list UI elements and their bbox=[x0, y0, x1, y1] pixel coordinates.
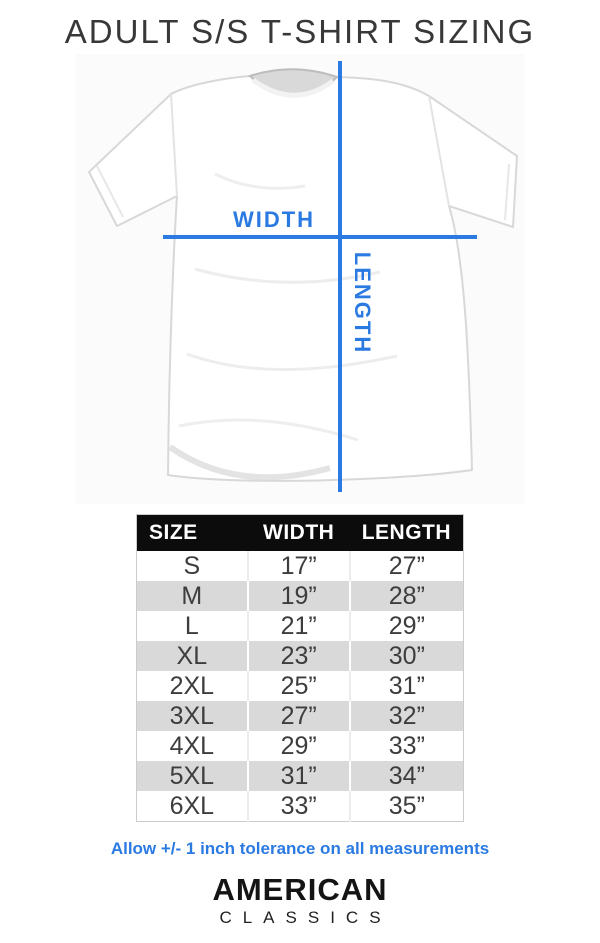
width-measure-line bbox=[163, 235, 477, 239]
length-cell: 32” bbox=[350, 701, 464, 731]
size-cell: L bbox=[184, 611, 199, 640]
width-cell: 19” bbox=[248, 581, 350, 611]
table-row bbox=[137, 611, 464, 641]
size-table bbox=[136, 514, 464, 822]
table-row bbox=[137, 731, 464, 761]
table-row bbox=[137, 791, 464, 822]
table-row bbox=[137, 671, 464, 701]
length-cell: 29” bbox=[350, 611, 464, 641]
size-cell: 4XL bbox=[169, 731, 215, 760]
length-cell: 28” bbox=[350, 581, 464, 611]
length-cell: 30” bbox=[350, 641, 464, 671]
header-cell-length: LENGTH bbox=[350, 515, 464, 552]
size-cell: 2XL bbox=[169, 671, 215, 700]
brand-name-american: AMERICAN bbox=[212, 872, 388, 907]
width-cell: 17” bbox=[248, 551, 350, 581]
size-table-header bbox=[137, 515, 464, 552]
page-title: ADULT S/S T-SHIRT SIZING bbox=[64, 13, 536, 50]
brand-name-classics: CLASSICS bbox=[219, 907, 392, 927]
size-table-body bbox=[137, 551, 464, 822]
brand-logo bbox=[0, 874, 600, 928]
table-row bbox=[137, 551, 464, 581]
size-cell: 5XL bbox=[169, 761, 215, 790]
tshirt-diagram bbox=[75, 54, 525, 504]
header-row bbox=[137, 515, 464, 552]
length-cell: 31” bbox=[350, 671, 464, 701]
size-cell: S bbox=[183, 551, 201, 580]
table-row bbox=[137, 761, 464, 791]
width-cell: 29” bbox=[248, 731, 350, 761]
size-cell: XL bbox=[176, 641, 208, 670]
length-cell: 35” bbox=[350, 791, 464, 822]
size-cell: 6XL bbox=[169, 791, 215, 820]
table-row bbox=[137, 641, 464, 671]
header-cell-size: SIZE bbox=[137, 515, 248, 552]
length-label: LENGTH bbox=[350, 251, 375, 355]
size-cell: 3XL bbox=[169, 701, 215, 730]
length-cell: 33” bbox=[350, 731, 464, 761]
width-cell: 25” bbox=[248, 671, 350, 701]
tolerance-note: Allow +/- 1 inch tolerance on all measurements bbox=[110, 839, 490, 858]
width-cell: 33” bbox=[248, 791, 350, 822]
width-cell: 21” bbox=[248, 611, 350, 641]
length-cell: 27” bbox=[350, 551, 464, 581]
table-row bbox=[137, 581, 464, 611]
table-row bbox=[137, 701, 464, 731]
width-cell: 31” bbox=[248, 761, 350, 791]
header-cell-width: WIDTH bbox=[248, 515, 350, 552]
width-cell: 23” bbox=[248, 641, 350, 671]
length-measure-line bbox=[338, 61, 342, 492]
tshirt-image bbox=[75, 54, 525, 504]
size-cell: M bbox=[181, 581, 203, 610]
width-cell: 27” bbox=[248, 701, 350, 731]
width-label: WIDTH bbox=[232, 207, 316, 232]
length-cell: 34” bbox=[350, 761, 464, 791]
